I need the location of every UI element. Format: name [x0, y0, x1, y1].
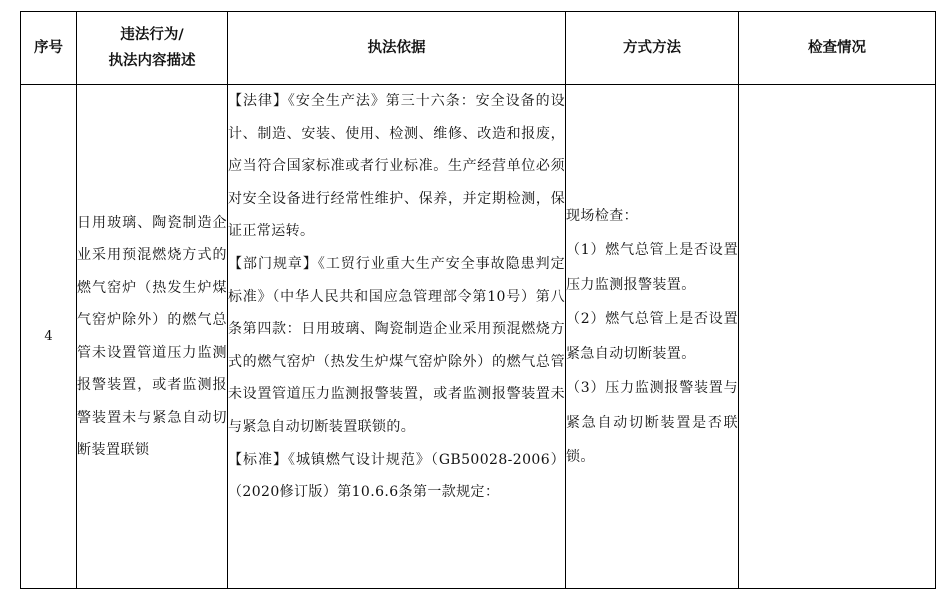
header-check: 检查情况 [739, 12, 936, 85]
header-row [21, 12, 936, 85]
method-item-2: （2）燃气总管上是否设置紧急自动切断装置。 [566, 311, 738, 362]
header-index: 序号 [21, 12, 77, 85]
basis-standard: 【标准】《城镇燃气设计规范》（GB50028-2006）（2020修订版）第10.6.6条第一款规定： [228, 451, 565, 501]
header-violation [77, 12, 228, 85]
method-intro: 现场检查： [566, 207, 638, 224]
header-method: 方式方法 [566, 12, 739, 85]
method-item-1: （1）燃气总管上是否设置压力监测报警装置。 [566, 242, 738, 293]
row-description: 日用玻璃、陶瓷制造企业采用预混燃烧方式的燃气窑炉（热发生炉煤气窑炉除外）的燃气总管未设置管道压力监测报警装置，或者监测报警装置未与紧急自动切断装置联锁 [77, 85, 228, 589]
row-index: 4 [21, 85, 77, 589]
inspection-table-page [20, 11, 935, 589]
header-basis: 执法依据 [228, 12, 566, 85]
inspection-table [20, 11, 936, 589]
row-method [566, 85, 739, 589]
basis-regulation: 【部门规章】《工贸行业重大生产安全事故隐患判定标准》（中华人民共和国应急管理部令第10号）第八条第四款：日用玻璃、陶瓷制造企业采用预混燃烧方式的燃气窑炉（热发生炉煤气窑炉除外）的燃气总管未设置管道压力监测报警装置，或者监测报警装置未与紧急自动切断装置联锁的。 [228, 255, 565, 435]
header-violation-line1: 违法行为/ [120, 27, 184, 43]
row-basis [228, 85, 566, 589]
table-row [21, 85, 936, 589]
method-item-3: （3）压力监测报警装置与紧急自动切断装置是否联锁。 [566, 380, 738, 465]
header-violation-line2: 执法内容描述 [108, 53, 196, 69]
basis-law: 【法律】《安全生产法》第三十六条：安全设备的设计、制造、安装、使用、检测、维修、改造和报废，应当符合国家标准或者行业标准。生产经营单位必须对安全设备进行经常性维护、保养，并定期检测，保证正常运转。 [228, 93, 565, 240]
row-check[interactable] [739, 85, 936, 589]
